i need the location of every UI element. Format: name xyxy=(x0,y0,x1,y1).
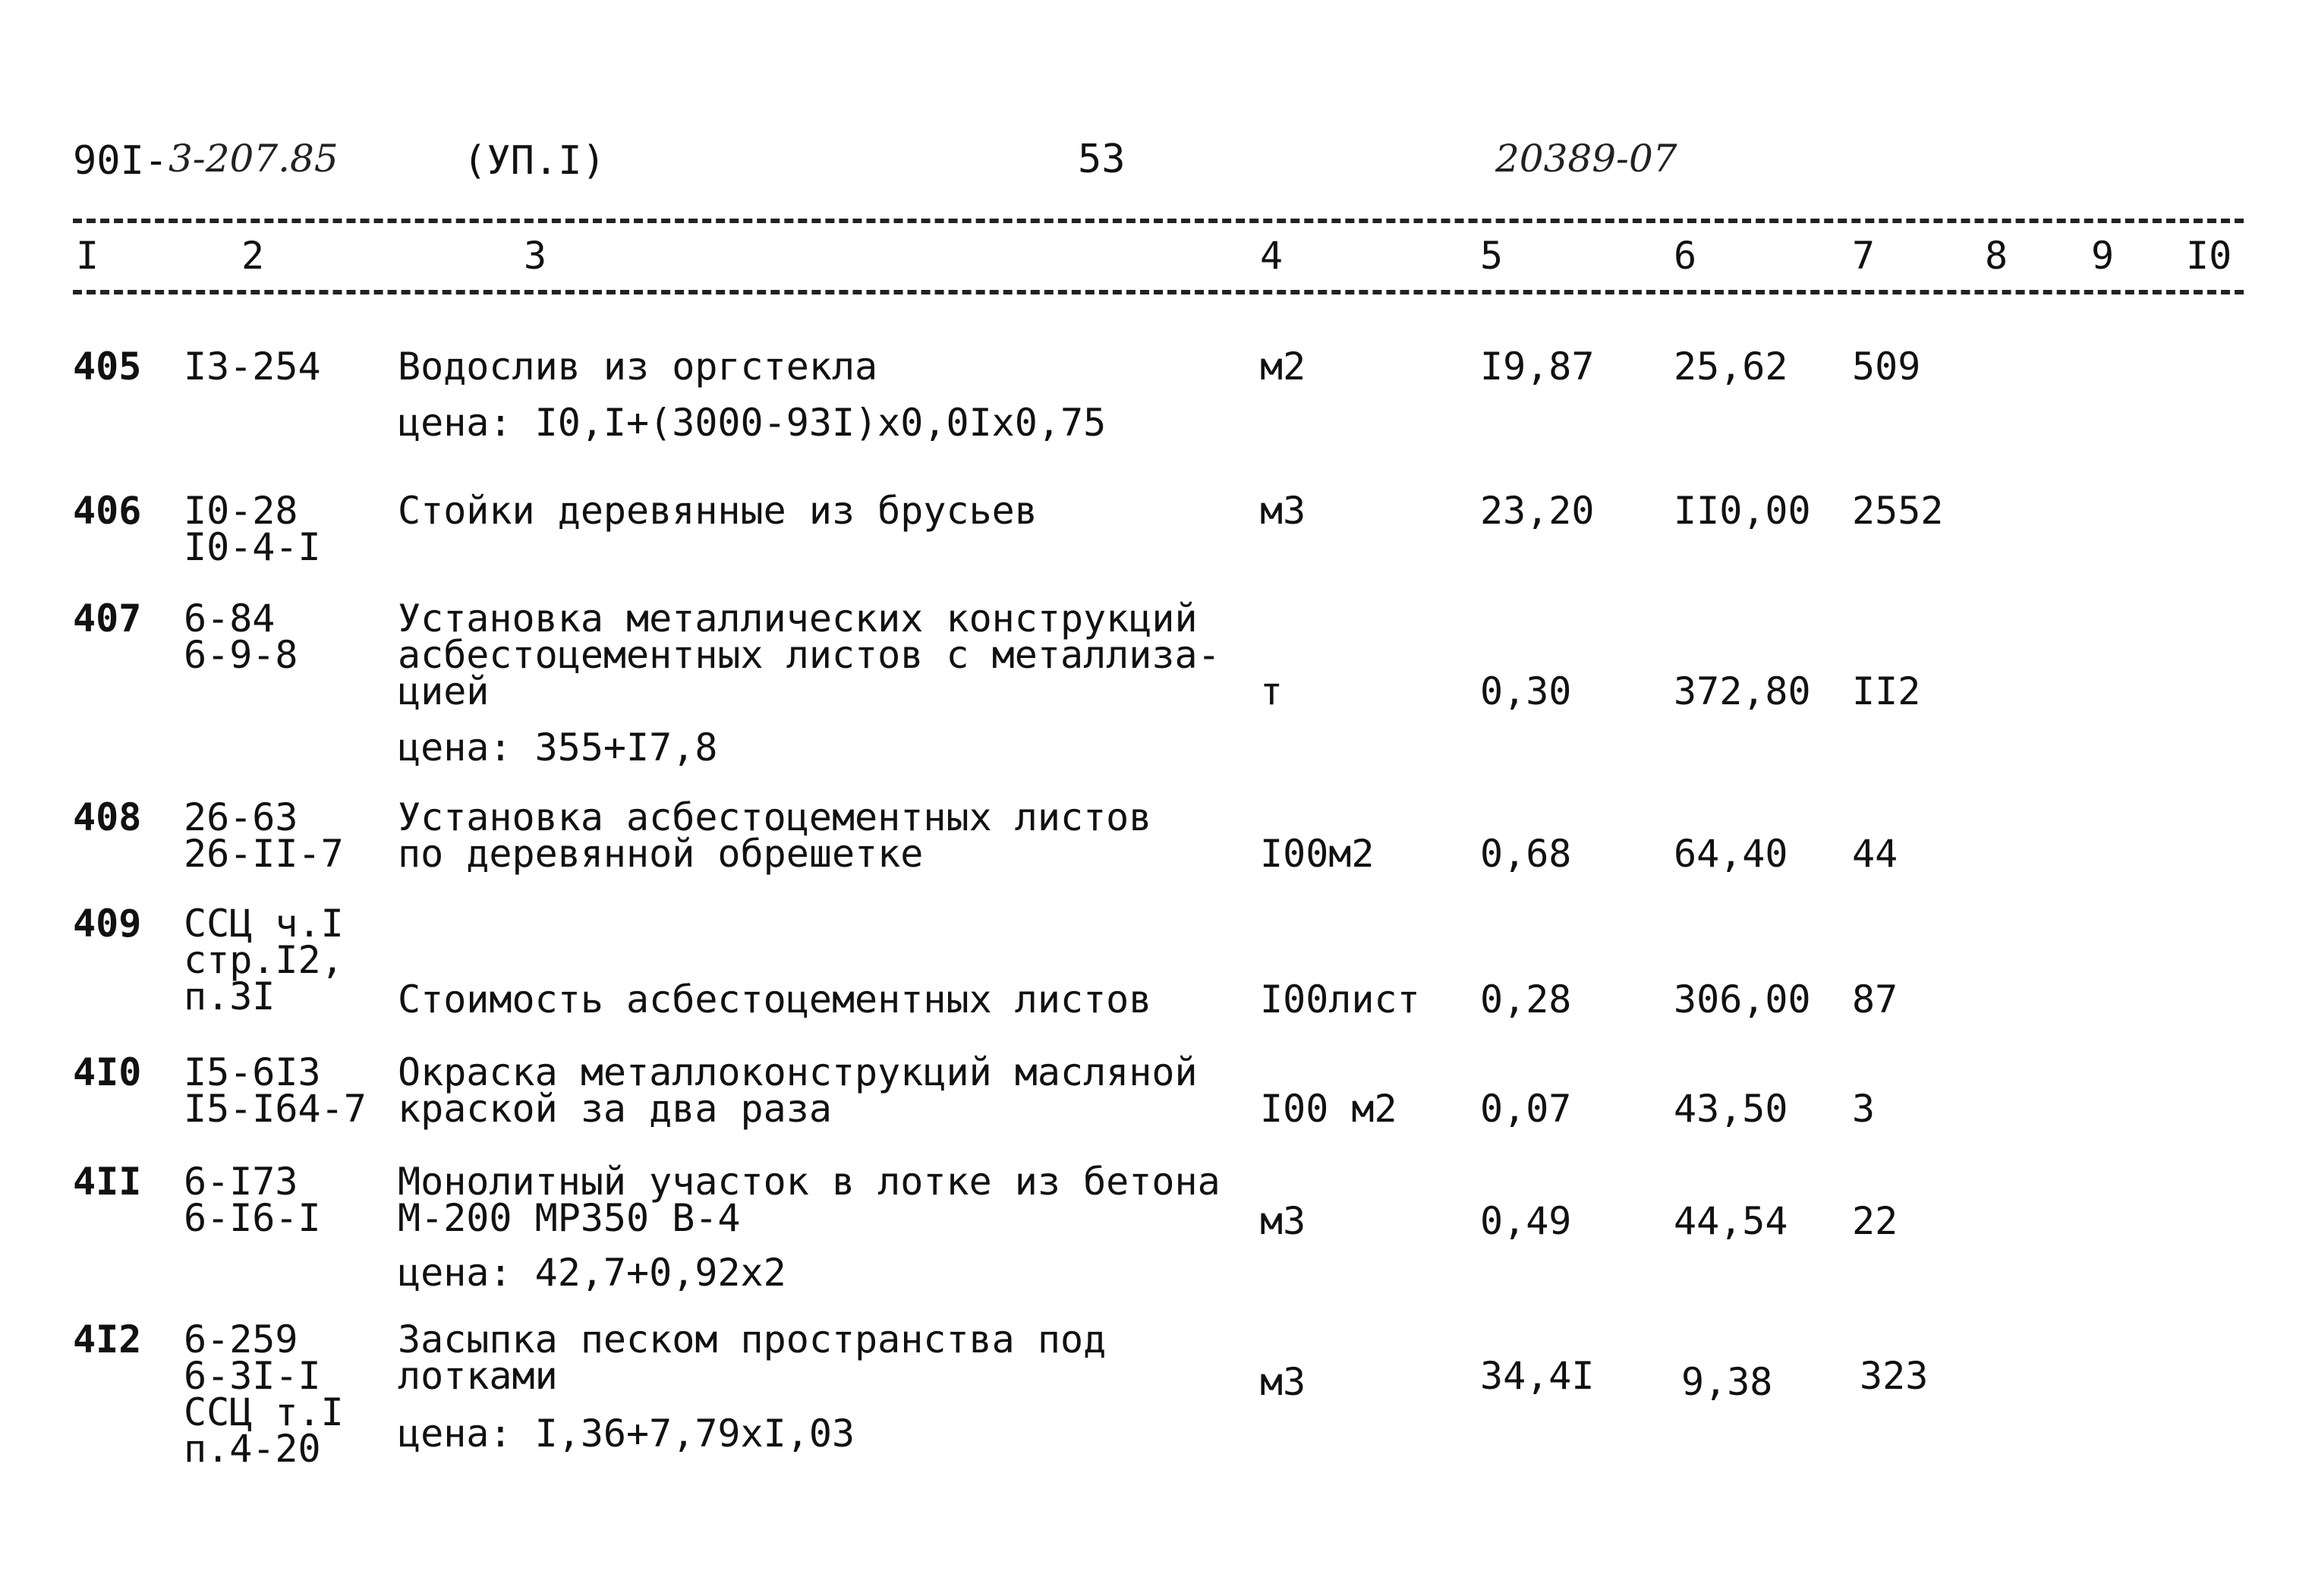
row-number: 406 xyxy=(73,489,142,533)
item-description: Засыпка песком пространства под xyxy=(398,1317,1107,1361)
total: 3 xyxy=(1852,1087,1876,1131)
rate-code: 6-84 xyxy=(184,597,276,641)
unit: I00 м2 xyxy=(1260,1087,1397,1131)
rate-code: I5-I64-7 xyxy=(184,1087,367,1131)
item-description: лотками xyxy=(398,1354,558,1398)
unit-rate: II0,00 xyxy=(1674,489,1811,533)
item-description: Стоимость асбестоцементных листов xyxy=(398,977,1152,1022)
item-description: Стойки деревянные из брусьев xyxy=(398,489,1038,533)
unit-rate: 9,38 xyxy=(1681,1360,1773,1404)
row-number: 4I2 xyxy=(73,1317,142,1361)
item-description: Установка асбестоцементных листов xyxy=(398,795,1152,839)
column-header: 8 xyxy=(1985,234,2008,278)
quantity: 0,07 xyxy=(1480,1087,1572,1131)
column-header: 4 xyxy=(1260,234,1284,278)
header-top-rule xyxy=(73,219,2244,223)
row-number: 4II xyxy=(73,1160,142,1204)
unit: I00м2 xyxy=(1260,832,1375,876)
unit: м3 xyxy=(1260,489,1306,533)
item-description: Окраска металлоконструкций масляной xyxy=(398,1050,1198,1094)
unit: I00лист xyxy=(1260,977,1420,1022)
rate-code: стр.I2, xyxy=(184,938,344,982)
quantity: 0,68 xyxy=(1480,832,1572,876)
quantity: 0,49 xyxy=(1480,1199,1572,1243)
price-note: цена: 355+I7,8 xyxy=(398,726,718,770)
doc-code-printed: 90I- xyxy=(73,138,169,184)
rate-code: I0-28 xyxy=(184,489,298,533)
rate-code: 26-63 xyxy=(184,795,298,839)
column-header: I xyxy=(76,234,99,278)
price-note: цена: I0,I+(3000-93I)x0,0Ix0,75 xyxy=(398,401,1107,445)
unit-rate: 64,40 xyxy=(1674,832,1788,876)
quantity: 0,28 xyxy=(1480,977,1572,1022)
total: 509 xyxy=(1852,345,1921,389)
price-note: цена: 42,7+0,92x2 xyxy=(398,1251,786,1295)
column-header: I0 xyxy=(2186,234,2232,278)
quantity: 23,20 xyxy=(1480,489,1595,533)
rate-code: 6-I73 xyxy=(184,1160,298,1204)
rate-code: 6-259 xyxy=(184,1317,298,1361)
column-header: 5 xyxy=(1480,234,1504,278)
unit: т xyxy=(1260,669,1284,713)
rate-code: ССЦ т.I xyxy=(184,1390,344,1434)
item-description: по деревянной обрешетке xyxy=(398,832,924,876)
section-label: (УП.I) xyxy=(463,138,606,184)
item-description: цией xyxy=(398,669,490,713)
rate-code: 6-3I-I xyxy=(184,1354,321,1398)
doc-code-handwritten: 3-207.85 xyxy=(169,137,339,181)
column-header: 2 xyxy=(241,234,265,278)
column-header: 6 xyxy=(1674,234,1697,278)
inventory-number: 20389-07 xyxy=(1495,137,1677,181)
item-description: краской за два раза xyxy=(398,1087,832,1131)
rate-code: 26-II-7 xyxy=(184,832,344,876)
total: 323 xyxy=(1860,1354,1929,1398)
rate-code: I3-254 xyxy=(184,345,321,389)
item-description: М-200 МРЗ50 В-4 xyxy=(398,1196,741,1240)
unit-rate: 25,62 xyxy=(1674,345,1788,389)
rate-code: п.3I xyxy=(184,974,276,1018)
rate-code: I0-4-I xyxy=(184,525,321,569)
row-number: 4I0 xyxy=(73,1050,142,1094)
unit: м3 xyxy=(1260,1199,1306,1243)
rate-code: ССЦ ч.I xyxy=(184,902,344,946)
total: 44 xyxy=(1852,832,1898,876)
header-bottom-rule xyxy=(73,290,2244,294)
rate-code: I5-6I3 xyxy=(184,1050,321,1094)
row-number: 407 xyxy=(73,597,142,641)
item-description: Водослив из оргстекла xyxy=(398,345,878,389)
item-description: асбестоцементных листов с металлиза- xyxy=(398,633,1221,677)
quantity: I9,87 xyxy=(1480,345,1595,389)
quantity: 0,30 xyxy=(1480,669,1572,713)
unit-rate: 372,80 xyxy=(1674,669,1811,713)
price-note: цена: I,36+7,79xI,03 xyxy=(398,1412,855,1456)
total: 2552 xyxy=(1852,489,1944,533)
column-header: 7 xyxy=(1852,234,1876,278)
unit-rate: 44,54 xyxy=(1674,1199,1788,1243)
total: 22 xyxy=(1852,1199,1898,1243)
unit: м3 xyxy=(1260,1360,1306,1404)
page-number: 53 xyxy=(1078,137,1126,182)
unit-rate: 43,50 xyxy=(1674,1087,1788,1131)
rate-code: 6-9-8 xyxy=(184,633,298,677)
unit: м2 xyxy=(1260,345,1306,389)
quantity: 34,4I xyxy=(1480,1354,1595,1398)
column-header: 3 xyxy=(524,234,547,278)
total: 87 xyxy=(1852,977,1898,1022)
item-description: Монолитный участок в лотке из бетона xyxy=(398,1160,1221,1204)
item-description: Установка металлических конструкций xyxy=(398,597,1198,641)
rate-code: п.4-20 xyxy=(184,1427,321,1471)
total: II2 xyxy=(1852,669,1921,713)
row-number: 405 xyxy=(73,345,142,389)
rate-code: 6-I6-I xyxy=(184,1196,321,1240)
column-header: 9 xyxy=(2091,234,2115,278)
row-number: 408 xyxy=(73,795,142,839)
unit-rate: 306,00 xyxy=(1674,977,1811,1022)
row-number: 409 xyxy=(73,902,142,946)
